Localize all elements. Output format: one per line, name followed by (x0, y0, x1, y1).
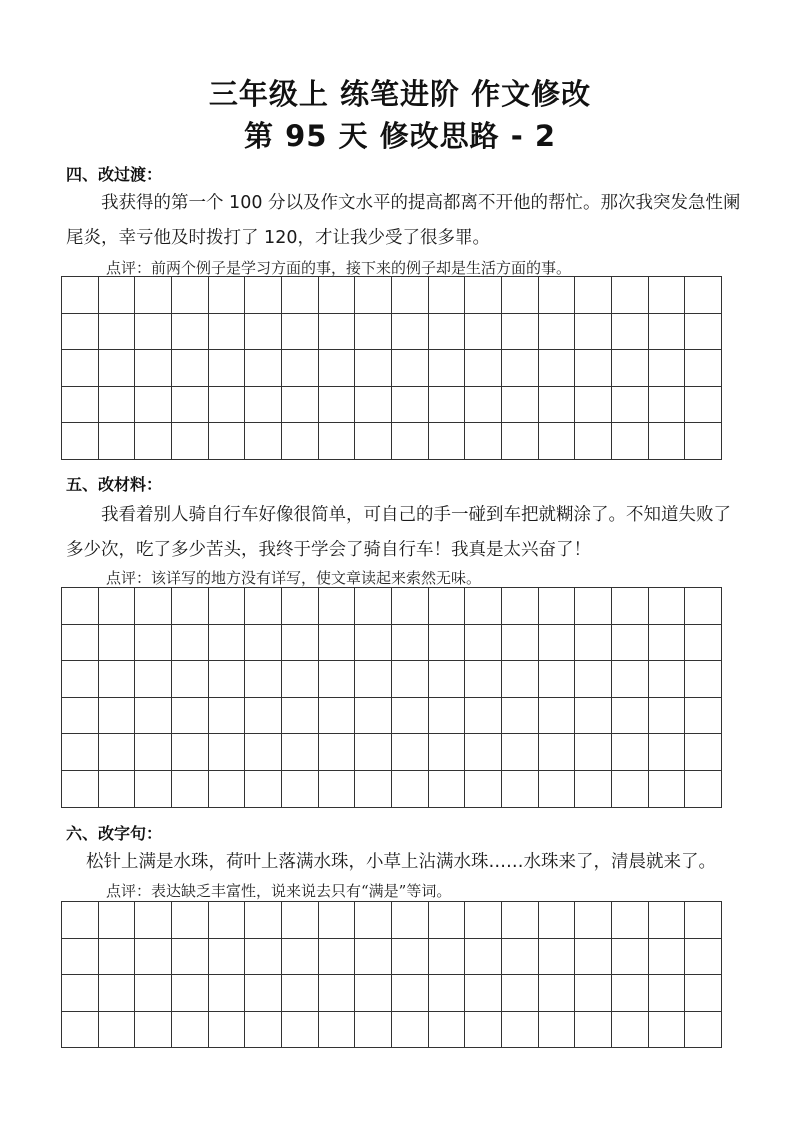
grid-cell[interactable] (685, 661, 722, 698)
section-heading-material: 五、改材料： (66, 475, 163, 494)
grid-cell[interactable] (429, 734, 466, 771)
grid-cell[interactable] (465, 771, 502, 808)
grid-cell[interactable] (62, 771, 99, 808)
grid-cell[interactable] (649, 661, 686, 698)
grid-cell[interactable] (575, 1012, 612, 1049)
grid-cell[interactable] (649, 387, 686, 424)
grid-cell[interactable] (62, 387, 99, 424)
grid-cell[interactable] (319, 975, 356, 1012)
grid-cell[interactable] (172, 314, 209, 351)
grid-cell[interactable] (319, 423, 356, 460)
grid-cell[interactable] (282, 939, 319, 976)
grid-cell[interactable] (392, 625, 429, 662)
grid-cell[interactable] (355, 734, 392, 771)
grid-cell[interactable] (612, 698, 649, 735)
writing-grid-material[interactable] (61, 587, 722, 808)
grid-cell[interactable] (392, 314, 429, 351)
grid-cell[interactable] (355, 350, 392, 387)
grid-cell[interactable] (465, 698, 502, 735)
grid-cell[interactable] (99, 975, 136, 1012)
grid-cell[interactable] (502, 387, 539, 424)
grid-cell[interactable] (62, 975, 99, 1012)
grid-cell[interactable] (539, 625, 576, 662)
grid-cell[interactable] (429, 698, 466, 735)
grid-cell[interactable] (355, 423, 392, 460)
grid-cell[interactable] (575, 771, 612, 808)
grid-cell[interactable] (465, 387, 502, 424)
grid-cell[interactable] (502, 350, 539, 387)
grid-cell[interactable] (62, 734, 99, 771)
section-comment-material: 点评：该详写的地方没有详写，使文章读起来索然无味。 (106, 569, 482, 587)
grid-cell[interactable] (209, 902, 246, 939)
grid-cell[interactable] (172, 902, 209, 939)
grid-cell[interactable] (245, 902, 282, 939)
grid-cell[interactable] (172, 588, 209, 625)
grid-cell[interactable] (575, 975, 612, 1012)
grid-cell[interactable] (539, 902, 576, 939)
grid-cell[interactable] (62, 661, 99, 698)
grid-cell[interactable] (502, 939, 539, 976)
grid-cell[interactable] (429, 277, 466, 314)
grid-cell[interactable] (355, 771, 392, 808)
grid-cell[interactable] (245, 625, 282, 662)
grid-cell[interactable] (539, 277, 576, 314)
grid-cell[interactable] (685, 423, 722, 460)
grid-cell[interactable] (135, 625, 172, 662)
grid-cell[interactable] (649, 698, 686, 735)
grid-cell[interactable] (539, 423, 576, 460)
section-comment-transition: 点评：前两个例子是学习方面的事，接下来的例子却是生活方面的事。 (106, 259, 572, 277)
grid-cell[interactable] (649, 771, 686, 808)
grid-cell[interactable] (209, 734, 246, 771)
grid-cell[interactable] (539, 350, 576, 387)
grid-cell[interactable] (392, 277, 429, 314)
grid-cell[interactable] (282, 314, 319, 351)
grid-cell[interactable] (245, 588, 282, 625)
grid-cell[interactable] (612, 939, 649, 976)
grid-cell[interactable] (685, 975, 722, 1012)
grid-cell[interactable] (575, 423, 612, 460)
grid-cell[interactable] (209, 423, 246, 460)
grid-cell[interactable] (355, 387, 392, 424)
grid-cell[interactable] (612, 588, 649, 625)
grid-cell[interactable] (209, 698, 246, 735)
grid-cell[interactable] (502, 588, 539, 625)
grid-cell[interactable] (575, 734, 612, 771)
grid-cell[interactable] (392, 387, 429, 424)
grid-cell[interactable] (685, 734, 722, 771)
grid-cell[interactable] (282, 387, 319, 424)
section-heading-wording: 六、改字句： (66, 824, 163, 843)
grid-cell[interactable] (172, 277, 209, 314)
grid-cell[interactable] (172, 625, 209, 662)
grid-cell[interactable] (282, 661, 319, 698)
grid-cell[interactable] (282, 350, 319, 387)
grid-cell[interactable] (612, 625, 649, 662)
grid-cell[interactable] (575, 698, 612, 735)
grid-cell[interactable] (649, 350, 686, 387)
grid-cell[interactable] (612, 277, 649, 314)
grid-cell[interactable] (319, 387, 356, 424)
grid-cell[interactable] (465, 1012, 502, 1049)
grid-cell[interactable] (355, 277, 392, 314)
grid-cell[interactable] (245, 314, 282, 351)
grid-cell[interactable] (539, 588, 576, 625)
grid-cell[interactable] (392, 350, 429, 387)
grid-cell[interactable] (685, 277, 722, 314)
grid-cell[interactable] (172, 771, 209, 808)
grid-cell[interactable] (685, 939, 722, 976)
grid-cell[interactable] (319, 734, 356, 771)
grid-cell[interactable] (355, 1012, 392, 1049)
grid-cell[interactable] (392, 734, 429, 771)
grid-cell[interactable] (685, 625, 722, 662)
grid-cell[interactable] (282, 277, 319, 314)
grid-cell[interactable] (392, 698, 429, 735)
grid-cell[interactable] (99, 902, 136, 939)
grid-cell[interactable] (502, 734, 539, 771)
grid-cell[interactable] (135, 350, 172, 387)
grid-cell[interactable] (539, 314, 576, 351)
grid-cell[interactable] (209, 314, 246, 351)
grid-cell[interactable] (355, 902, 392, 939)
grid-cell[interactable] (685, 902, 722, 939)
grid-cell[interactable] (319, 698, 356, 735)
grid-cell[interactable] (319, 314, 356, 351)
grid-cell[interactable] (429, 1012, 466, 1049)
page-subtitle: 第 95 天 修改思路 - 2 (243, 119, 557, 153)
grid-cell[interactable] (539, 698, 576, 735)
grid-cell[interactable] (502, 314, 539, 351)
grid-cell[interactable] (282, 734, 319, 771)
grid-cell[interactable] (575, 661, 612, 698)
grid-cell[interactable] (575, 902, 612, 939)
grid-cell[interactable] (539, 939, 576, 976)
grid-cell[interactable] (612, 975, 649, 1012)
grid-cell[interactable] (355, 698, 392, 735)
grid-cell[interactable] (649, 939, 686, 976)
grid-cell[interactable] (135, 771, 172, 808)
grid-cell[interactable] (99, 350, 136, 387)
grid-cell[interactable] (465, 734, 502, 771)
grid-cell[interactable] (172, 350, 209, 387)
grid-cell[interactable] (502, 1012, 539, 1049)
grid-cell[interactable] (282, 588, 319, 625)
grid-cell[interactable] (649, 423, 686, 460)
grid-cell[interactable] (685, 314, 722, 351)
grid-cell[interactable] (209, 939, 246, 976)
grid-cell[interactable] (172, 939, 209, 976)
grid-cell[interactable] (135, 902, 172, 939)
grid-cell[interactable] (649, 277, 686, 314)
grid-cell[interactable] (539, 387, 576, 424)
grid-cell[interactable] (612, 661, 649, 698)
grid-cell[interactable] (502, 277, 539, 314)
grid-cell[interactable] (319, 588, 356, 625)
grid-cell[interactable] (539, 734, 576, 771)
grid-cell[interactable] (429, 625, 466, 662)
grid-cell[interactable] (282, 625, 319, 662)
grid-cell[interactable] (502, 771, 539, 808)
grid-cell[interactable] (465, 902, 502, 939)
section-heading-transition: 四、改过渡： (66, 165, 163, 184)
grid-cell[interactable] (392, 661, 429, 698)
grid-cell[interactable] (392, 975, 429, 1012)
grid-cell[interactable] (245, 277, 282, 314)
section-comment-wording: 点评：表达缺乏丰富性，说来说去只有“满是”等词。 (106, 882, 452, 900)
grid-cell[interactable] (99, 771, 136, 808)
grid-cell[interactable] (685, 771, 722, 808)
grid-cell[interactable] (99, 661, 136, 698)
grid-cell[interactable] (465, 277, 502, 314)
grid-cell[interactable] (135, 975, 172, 1012)
grid-cell[interactable] (429, 661, 466, 698)
grid-cell[interactable] (612, 423, 649, 460)
grid-cell[interactable] (649, 588, 686, 625)
grid-cell[interactable] (685, 698, 722, 735)
grid-cell[interactable] (465, 661, 502, 698)
grid-cell[interactable] (429, 975, 466, 1012)
grid-cell[interactable] (245, 423, 282, 460)
grid-cell[interactable] (429, 902, 466, 939)
grid-cell[interactable] (465, 939, 502, 976)
grid-cell[interactable] (649, 1012, 686, 1049)
grid-cell[interactable] (575, 625, 612, 662)
grid-cell[interactable] (392, 423, 429, 460)
page-title: 三年级上 练笔进阶 作文修改 (208, 77, 592, 111)
grid-cell[interactable] (539, 1012, 576, 1049)
grid-cell[interactable] (465, 588, 502, 625)
grid-cell[interactable] (355, 939, 392, 976)
grid-cell[interactable] (209, 387, 246, 424)
grid-cell[interactable] (319, 350, 356, 387)
grid-cell[interactable] (135, 314, 172, 351)
grid-cell[interactable] (575, 350, 612, 387)
grid-cell[interactable] (62, 350, 99, 387)
grid-cell[interactable] (172, 975, 209, 1012)
grid-cell[interactable] (209, 1012, 246, 1049)
grid-cell[interactable] (465, 625, 502, 662)
grid-cell[interactable] (319, 902, 356, 939)
grid-cell[interactable] (99, 588, 136, 625)
grid-cell[interactable] (612, 771, 649, 808)
grid-cell[interactable] (135, 1012, 172, 1049)
grid-cell[interactable] (612, 350, 649, 387)
grid-cell[interactable] (99, 939, 136, 976)
grid-cell[interactable] (319, 939, 356, 976)
grid-cell[interactable] (319, 625, 356, 662)
grid-cell[interactable] (62, 1012, 99, 1049)
grid-cell[interactable] (502, 975, 539, 1012)
grid-cell[interactable] (429, 350, 466, 387)
writing-grid-transition[interactable] (61, 276, 722, 460)
grid-cell[interactable] (172, 423, 209, 460)
grid-cell[interactable] (612, 734, 649, 771)
grid-cell[interactable] (612, 314, 649, 351)
grid-cell[interactable] (99, 314, 136, 351)
grid-cell[interactable] (99, 423, 136, 460)
grid-cell[interactable] (319, 771, 356, 808)
grid-cell[interactable] (465, 314, 502, 351)
grid-cell[interactable] (649, 975, 686, 1012)
grid-cell[interactable] (245, 698, 282, 735)
grid-cell[interactable] (502, 625, 539, 662)
grid-cell[interactable] (649, 734, 686, 771)
grid-cell[interactable] (575, 387, 612, 424)
grid-cell[interactable] (172, 387, 209, 424)
grid-cell[interactable] (392, 771, 429, 808)
grid-cell[interactable] (685, 588, 722, 625)
grid-cell[interactable] (282, 698, 319, 735)
grid-cell[interactable] (392, 588, 429, 625)
grid-cell[interactable] (539, 661, 576, 698)
grid-cell[interactable] (539, 975, 576, 1012)
grid-cell[interactable] (62, 277, 99, 314)
grid-cell[interactable] (62, 588, 99, 625)
grid-cell[interactable] (99, 277, 136, 314)
grid-cell[interactable] (245, 975, 282, 1012)
grid-cell[interactable] (135, 588, 172, 625)
grid-cell[interactable] (209, 771, 246, 808)
grid-cell[interactable] (355, 975, 392, 1012)
section-paragraph-material: 我看着别人骑自行车好像很简单，可自己的手一碰到车把就糊涂了。不知道失败了多少次，吃了多少苦头，我终于学会了骑自行车！我真是太兴奋了！ (66, 505, 731, 560)
grid-cell[interactable] (135, 698, 172, 735)
grid-cell[interactable] (282, 423, 319, 460)
grid-cell[interactable] (392, 902, 429, 939)
grid-cell[interactable] (209, 277, 246, 314)
grid-cell[interactable] (62, 423, 99, 460)
grid-cell[interactable] (99, 1012, 136, 1049)
grid-cell[interactable] (685, 1012, 722, 1049)
grid-cell[interactable] (245, 771, 282, 808)
grid-cell[interactable] (575, 939, 612, 976)
grid-cell[interactable] (429, 588, 466, 625)
grid-cell[interactable] (282, 975, 319, 1012)
grid-cell[interactable] (355, 314, 392, 351)
grid-cell[interactable] (429, 939, 466, 976)
grid-cell[interactable] (649, 902, 686, 939)
grid-cell[interactable] (685, 387, 722, 424)
grid-cell[interactable] (209, 625, 246, 662)
grid-cell[interactable] (649, 625, 686, 662)
grid-cell[interactable] (62, 939, 99, 976)
grid-cell[interactable] (62, 314, 99, 351)
grid-cell[interactable] (62, 625, 99, 662)
grid-cell[interactable] (465, 423, 502, 460)
writing-grid-wording[interactable] (61, 901, 722, 1048)
grid-cell[interactable] (245, 661, 282, 698)
section-paragraph-transition: 我获得的第一个 100 分以及作文水平的提高都离不开他的帮忙。那次我突发急性阑尾炎，幸亏他及时拨打了 120，才让我少受了很多罪。 (66, 193, 741, 248)
grid-cell[interactable] (612, 387, 649, 424)
grid-cell[interactable] (282, 771, 319, 808)
grid-cell[interactable] (429, 314, 466, 351)
grid-cell[interactable] (355, 588, 392, 625)
grid-cell[interactable] (392, 1012, 429, 1049)
grid-cell[interactable] (99, 387, 136, 424)
grid-cell[interactable] (245, 734, 282, 771)
grid-cell[interactable] (649, 314, 686, 351)
grid-cell[interactable] (135, 277, 172, 314)
grid-cell[interactable] (429, 771, 466, 808)
grid-cell[interactable] (319, 277, 356, 314)
grid-cell[interactable] (319, 1012, 356, 1049)
grid-cell[interactable] (282, 1012, 319, 1049)
grid-cell[interactable] (685, 350, 722, 387)
grid-cell[interactable] (612, 1012, 649, 1049)
grid-cell[interactable] (575, 277, 612, 314)
grid-cell[interactable] (172, 698, 209, 735)
grid-cell[interactable] (502, 661, 539, 698)
grid-cell[interactable] (319, 661, 356, 698)
grid-cell[interactable] (209, 975, 246, 1012)
grid-cell[interactable] (172, 1012, 209, 1049)
grid-cell[interactable] (612, 902, 649, 939)
grid-cell[interactable] (392, 939, 429, 976)
grid-cell[interactable] (245, 350, 282, 387)
grid-cell[interactable] (135, 387, 172, 424)
grid-cell[interactable] (62, 698, 99, 735)
grid-cell[interactable] (502, 698, 539, 735)
grid-cell[interactable] (135, 661, 172, 698)
grid-cell[interactable] (135, 939, 172, 976)
grid-cell[interactable] (245, 1012, 282, 1049)
grid-cell[interactable] (502, 423, 539, 460)
grid-cell[interactable] (575, 314, 612, 351)
grid-cell[interactable] (355, 661, 392, 698)
grid-cell[interactable] (99, 625, 136, 662)
grid-cell[interactable] (539, 771, 576, 808)
section-paragraph-wording: 松针上满是水珠，荷叶上落满水珠，小草上沾满水珠……水珠来了，清晨就来了。 (86, 852, 716, 872)
grid-cell[interactable] (429, 423, 466, 460)
grid-cell[interactable] (172, 734, 209, 771)
grid-cell[interactable] (99, 698, 136, 735)
grid-cell[interactable] (172, 661, 209, 698)
grid-cell[interactable] (209, 350, 246, 387)
grid-cell[interactable] (62, 902, 99, 939)
grid-cell[interactable] (135, 734, 172, 771)
grid-cell[interactable] (465, 975, 502, 1012)
grid-cell[interactable] (429, 387, 466, 424)
grid-cell[interactable] (465, 350, 502, 387)
grid-cell[interactable] (245, 939, 282, 976)
grid-cell[interactable] (99, 734, 136, 771)
grid-cell[interactable] (135, 423, 172, 460)
grid-cell[interactable] (355, 625, 392, 662)
grid-cell[interactable] (282, 902, 319, 939)
grid-cell[interactable] (575, 588, 612, 625)
grid-cell[interactable] (209, 588, 246, 625)
grid-cell[interactable] (209, 661, 246, 698)
grid-cell[interactable] (502, 902, 539, 939)
grid-cell[interactable] (245, 387, 282, 424)
